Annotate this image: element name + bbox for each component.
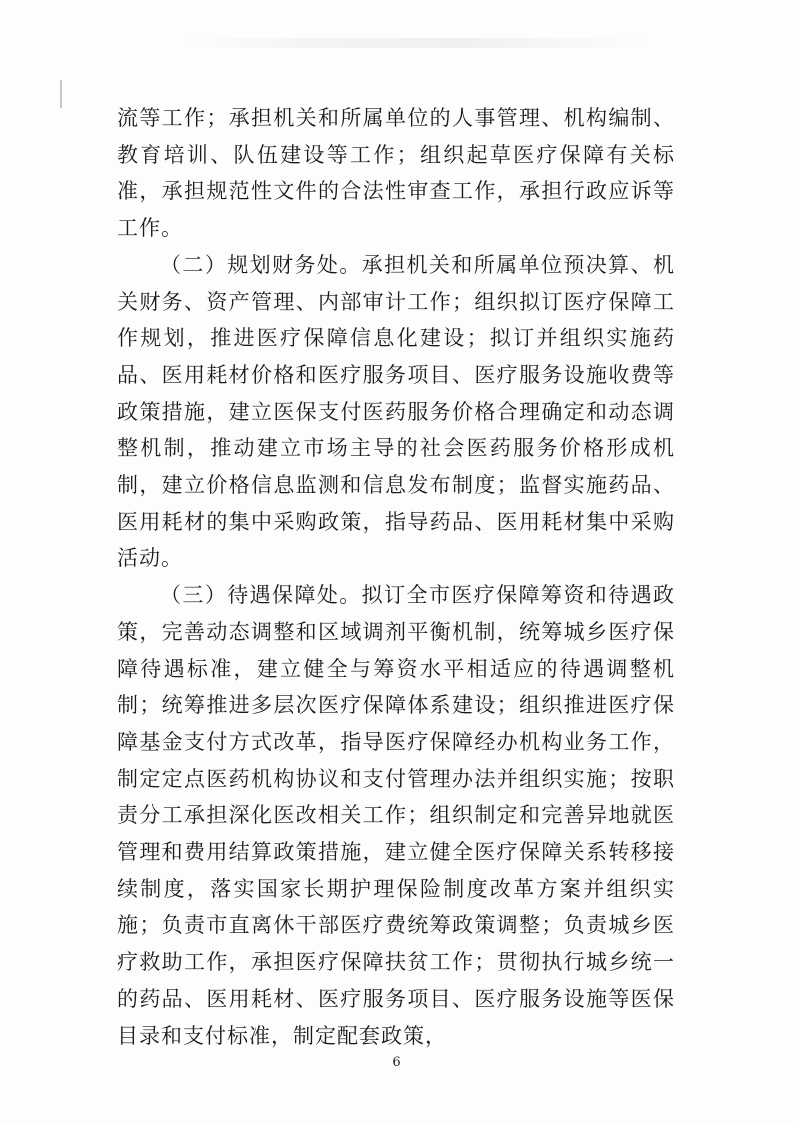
scan-margin-mark — [60, 80, 62, 108]
scan-smudge — [180, 38, 650, 48]
paragraph-planning-finance: （二）规划财务处。承担机关和所属单位预决算、机关财务、资产管理、内部审计工作；组织拟订医疗保障工作规划，推进医疗保障信息化建设；拟订并组织实施药品、医用耗材价格和医疗服务项目、医疗服务设施收费等政策措施，建立医保支付医药服务价格合理确定和动态调整机制，推动建立市场主导的社会医药服务价格形成机制，建立价格信息监测和信息发布制度；监督实施药品、医用耗材的集中采购政策，指导药品、医用耗材集中采购活动。 — [117, 252, 675, 571]
document-body — [117, 100, 675, 1054]
paragraph-benefits-security: （三）待遇保障处。拟订全市医疗保障筹资和待遇政策，完善动态调整和区域调剂平衡机制，统筹城乡医疗保障待遇标准，建立健全与筹资水平相适应的待遇调整机制；统筹推进多层次医疗保障体系建设；组织推进医疗保障基金支付方式改革，指导医疗保障经办机构业务工作，制定定点医药机构协议和支付管理办法并组织实施；按职责分工承担深化医改相关工作；组织制定和完善异地就医管理和费用结算政策措施，建立健全医疗保障关系转移接续制度，落实国家长期护理保险制度改革方案并组织实施；负责市直离休干部医疗费统筹政策调整；负责城乡医疗救助工作，承担医疗保障扶贫工作；贯彻执行城乡统一的药品、医用耗材、医疗服务项目、医疗服务设施等医保目录和支付标准，制定配套政策， — [117, 583, 675, 1048]
paragraph-continuation: 流等工作；承担机关和所属单位的人事管理、机构编制、教育培训、队伍建设等工作；组织起草医疗保障有关标准，承担规范性文件的合法性审查工作，承担行政应诉等工作。 — [117, 106, 675, 241]
page-number: 6 — [392, 1055, 401, 1070]
